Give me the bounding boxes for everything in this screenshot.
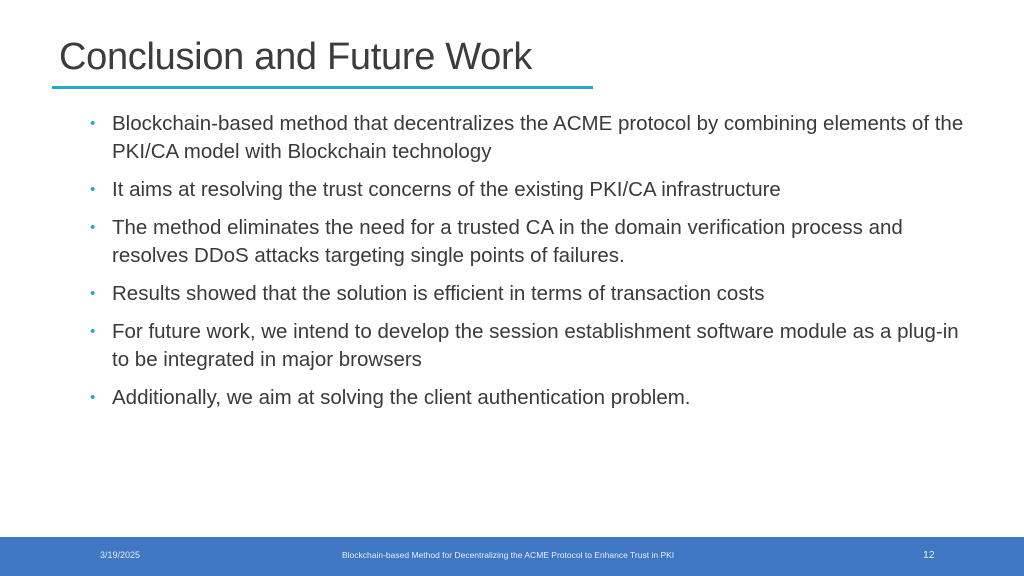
bullet-text: Additionally, we aim at solving the client authentication problem. xyxy=(112,386,691,409)
footer-date: 3/19/2025 xyxy=(100,550,141,560)
bullet-icon: • xyxy=(90,389,96,406)
bullet-icon: • xyxy=(90,323,96,340)
bullet-list xyxy=(90,110,970,422)
bullet-icon: • xyxy=(90,115,96,132)
page-number: 12 xyxy=(923,549,935,561)
bullet-icon: • xyxy=(90,219,96,236)
footer-bar xyxy=(0,537,1024,576)
bullet-item xyxy=(90,214,970,270)
bullet-text: Results showed that the solution is efficient in terms of transaction costs xyxy=(112,282,765,305)
slide-title: Conclusion and Future Work xyxy=(59,36,533,78)
bullet-text: Blockchain-based method that decentralizes the ACME protocol by combining elements of the PKI/CA model with Blockchain technology xyxy=(112,112,964,163)
bullet-icon: • xyxy=(90,181,96,198)
bullet-icon: • xyxy=(90,285,96,302)
footer-title: Blockchain-based Method for Decentralizing the ACME Protocol to Enhance Trust in PKI xyxy=(342,550,675,560)
title-underline xyxy=(52,86,593,89)
bullet-text: The method eliminates the need for a trusted CA in the domain verification process and resolves DDoS attacks targeting single points of failures. xyxy=(112,216,903,267)
bullet-item xyxy=(90,176,970,204)
bullet-item xyxy=(90,318,970,374)
bullet-text: For future work, we intend to develop the session establishment software module as a plug-in to be integrated in major browsers xyxy=(112,320,959,371)
bullet-item xyxy=(90,384,970,412)
bullet-text: It aims at resolving the trust concerns of the existing PKI/CA infrastructure xyxy=(112,178,781,201)
bullet-item xyxy=(90,110,970,166)
bullet-item xyxy=(90,280,970,308)
